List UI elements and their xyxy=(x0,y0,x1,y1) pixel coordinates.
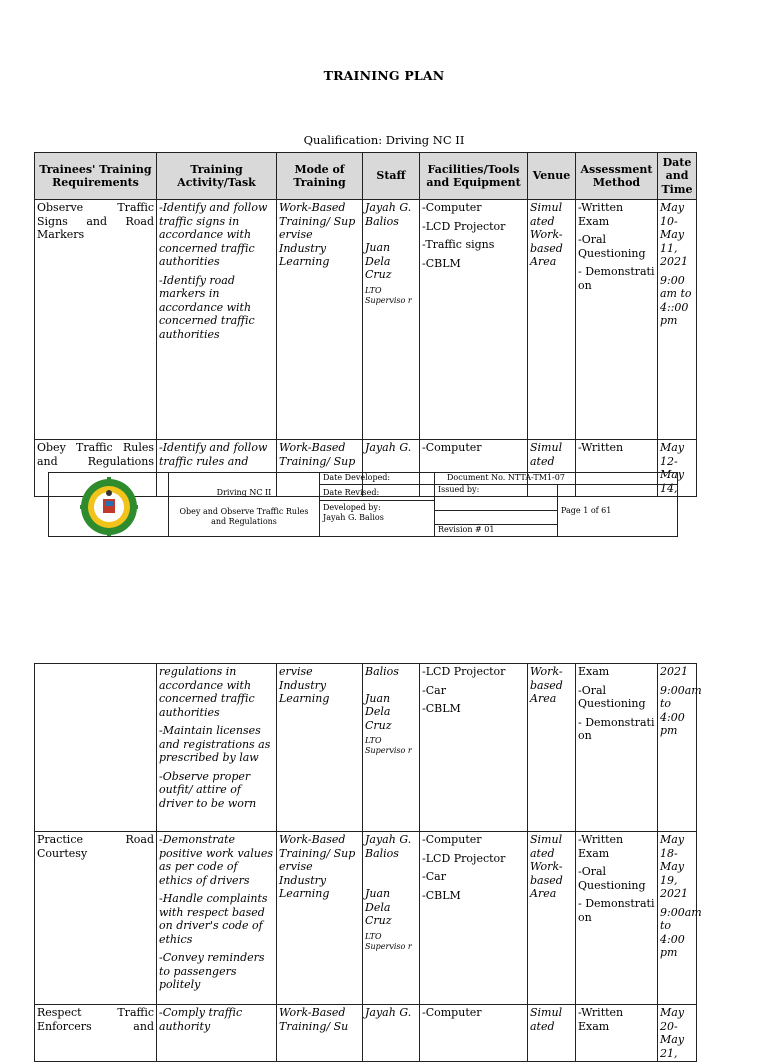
document-number: Document No. NTTA-TM1-07 xyxy=(435,473,678,485)
venue-cell: Work-based Area xyxy=(528,664,576,832)
activity-cell: -Demonstrate positive work values as per code of ethics of drivers -Handle complaints with respect based on driver's code of ethics -Convey reminders to passengers politely xyxy=(157,832,277,1005)
mode-cell: Work-Based Training/ Sup xyxy=(277,440,363,497)
developed-by-cell xyxy=(320,501,435,537)
footer-module: Obey and Observe Traffic Rules and Regulations xyxy=(179,507,309,526)
facilities-cell: -LCD Projector -Car -CBLM xyxy=(420,664,528,832)
requirement-cell: Obey Traffic Rules and Regulations xyxy=(35,440,157,497)
issued-by-blank xyxy=(435,511,558,525)
activity-cell: -Comply traffic authority xyxy=(157,1005,277,1062)
qualification-label: Qualification: Driving NC II xyxy=(303,133,465,147)
document-title: TRAINING PLAN xyxy=(323,68,445,83)
issued-by: Issued by: xyxy=(435,485,558,511)
staff-cell: Jayah G. Balios Juan Dela Cruz LTO Superviso r xyxy=(363,832,420,1005)
requirement-cell: Observe Traffic Signs and Road Markers xyxy=(35,200,157,440)
venue-cell: Simul ated Work-based Area xyxy=(528,832,576,1005)
staff-cell: Jayah G. xyxy=(363,440,420,497)
venue-cell: Simul ated xyxy=(528,440,576,497)
table-row xyxy=(35,1005,697,1062)
facilities-cell: -Computer -LCD Projector -Car -CBLM xyxy=(420,832,528,1005)
assessment-cell: -Written Exam -Oral Questioning - Demonstrati on xyxy=(576,832,658,1005)
header-date-time: Date and Time xyxy=(658,153,697,200)
training-plan-table-page2 xyxy=(34,663,702,1060)
mode-cell: Work-Based Training/ Su xyxy=(277,1005,363,1062)
requirement-cell: Practice Road Courtesy xyxy=(35,832,157,1005)
mode-cell: Work-Based Training/ Sup ervise Industry Learning xyxy=(277,200,363,440)
date-revised: Date Revised: xyxy=(320,485,435,501)
header-mode: Mode of Training xyxy=(277,153,363,200)
developer-name: Jayah G. Balios xyxy=(323,513,384,522)
venue-cell: Simul ated Work-based Area xyxy=(528,200,576,440)
date-cell: May 20-May 21, xyxy=(658,1005,697,1062)
page-number: Page 1 of 61 xyxy=(558,485,678,537)
footer-title-cell xyxy=(169,473,320,537)
footer-logo-cell xyxy=(49,473,169,537)
requirement-cell xyxy=(35,664,157,832)
header-venue: Venue xyxy=(528,153,576,200)
header-assessment: Assessment Method xyxy=(576,153,658,200)
assessment-cell: -Written Exam xyxy=(576,1005,658,1062)
activity-cell: regulations in accordance with concerned traffic authorities -Maintain licenses and registrations as prescribed by law -Observe proper outfit/ attire of driver to be worn xyxy=(157,664,277,832)
staff-cell: Jayah G. Balios Juan Dela Cruz LTO Superviso r xyxy=(363,200,420,440)
activity-cell: -Identify and follow traffic signs in accordance with concerned traffic authorities -Identify road markers in accordance with concerned traffic authorities xyxy=(157,200,277,440)
header-requirements: Trainees' Training Requirements xyxy=(35,153,157,200)
mode-cell: ervise Industry Learning xyxy=(277,664,363,832)
staff-cell: Jayah G. xyxy=(363,1005,420,1062)
table-row xyxy=(35,200,697,440)
facilities-cell: -Computer -LCD Projector -Traffic signs -CBLM xyxy=(420,200,528,440)
header-activity: Training Activity/Task xyxy=(157,153,277,200)
header-facilities: Facilities/Tools and Equipment xyxy=(420,153,528,200)
document-footer xyxy=(48,472,678,537)
venue-cell: Simul ated xyxy=(528,1005,576,1062)
mode-cell: Work-Based Training/ Sup ervise Industry Learning xyxy=(277,832,363,1005)
activity-cell: -Identify and follow traffic rules and xyxy=(157,440,277,497)
date-cell: May 10-May 11, 2021 9:00 am to 4::00 pm xyxy=(658,200,697,440)
staff-cell: Balios Juan Dela Cruz LTO Superviso r xyxy=(363,664,420,832)
date-developed: Date Developed: xyxy=(320,473,435,485)
requirement-cell: Respect Traffic Enforcers and xyxy=(35,1005,157,1062)
table-row xyxy=(35,664,697,832)
table-row xyxy=(35,832,697,1005)
assessment-cell: -Written Exam -Oral Questioning - Demonstrati on xyxy=(576,200,658,440)
header-staff: Staff xyxy=(363,153,420,200)
date-cell: 2021 9:00am to 4:00 pm xyxy=(658,664,697,832)
date-cell: May 12-May 14, xyxy=(658,440,697,497)
footer-course: Driving NC II xyxy=(216,488,272,497)
date-cell: May 18-May 19, 2021 9:00am to 4:00 pm xyxy=(658,832,697,1005)
developed-by-label: Developed by: xyxy=(323,503,381,512)
facilities-cell: -Computer xyxy=(420,440,528,497)
assessment-cell: -Written xyxy=(576,440,658,497)
assessment-cell: Exam -Oral Questioning - Demonstrati on xyxy=(576,664,658,832)
revision-number: Revision # 01 xyxy=(435,525,558,537)
facilities-cell: -Computer xyxy=(420,1005,528,1062)
